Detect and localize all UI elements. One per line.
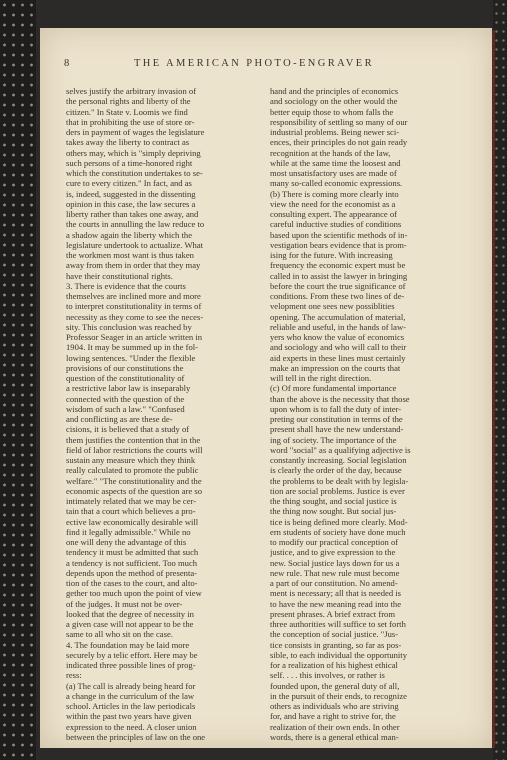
text-line: a part of our constitution. No amend-	[270, 578, 398, 588]
text-line: welfare." "The constitutionality and the	[66, 475, 202, 486]
text-line: constantly increasing. Social legislation	[270, 455, 407, 465]
text-line: ing of society. The importance of the	[270, 434, 397, 445]
text-line: tion are social problems. Justice is ever	[270, 485, 405, 496]
text-line: for a realization of his highest ethical	[270, 660, 398, 670]
text-line: a restrictive labor law is inseparably	[66, 383, 191, 394]
text-line: a change in the curriculum of the law	[66, 690, 195, 701]
text-line: that in prohibiting the use of store or-	[66, 116, 195, 127]
text-line: the thing sought, and social justice is	[270, 496, 397, 506]
text-line: ern students of society have done much	[270, 526, 406, 537]
text-line: such persons of a time-honored right	[66, 157, 193, 168]
text-line: the workmen most want is thus taken	[66, 250, 194, 260]
page-number: 8	[64, 58, 70, 69]
text-line: vestigation bears evidence that is prom-	[270, 239, 407, 250]
text-line: necessity as they come to see the neces-	[66, 311, 204, 322]
text-line: responsibility of settling so many of our	[270, 116, 408, 127]
text-line: for, and have a right to strive for, the	[270, 711, 396, 722]
text-line: cure to every citizen." In fact, and as	[66, 178, 192, 189]
text-line: gether too much upon the point of view	[66, 588, 202, 599]
text-line: within the past two years have given	[66, 711, 192, 722]
text-line: hand and the principles of economics	[270, 86, 399, 96]
text-line: the personal rights and liberty of the	[66, 96, 191, 107]
text-line: find it legally admissible." While no	[66, 526, 191, 537]
text-line: than the above is the necessity that those	[270, 393, 410, 404]
text-line: indicated three possible lines of prog-	[66, 660, 196, 670]
text-line: will tell in the right direction.	[270, 373, 372, 383]
text-line: (c) Of more fundamental importance	[270, 383, 397, 394]
text-line: a shadow again the liberty which the	[66, 229, 193, 240]
text-line: school. Articles in the law periodicals	[66, 701, 196, 711]
text-line: securely by a telic effort. Here may be	[66, 649, 198, 660]
text-line: really calculated to promote the public	[66, 465, 199, 476]
text-line: three authorities will suffice to set forth	[270, 619, 406, 629]
text-line: sity. This conclusion was reached by	[66, 321, 192, 332]
text-line: wisdom of such a law." "Confused	[66, 403, 185, 414]
text-line: question of the constitutionality of	[66, 373, 185, 383]
text-line: word "social" as a qualifying adjective is	[270, 444, 411, 455]
text-line: legislature undertook to actualize. What	[66, 239, 204, 250]
text-line: ders in payment of wages the legislature	[66, 127, 205, 137]
text-line: new rule. That new rule must become	[270, 567, 400, 578]
text-line: takes away the liberty to contract as	[66, 137, 190, 148]
text-line: and sociology on the other would the	[270, 96, 398, 107]
text-line: ress:	[66, 670, 82, 681]
text-line: others as individuals who are striving	[270, 701, 399, 711]
text-line: the problems to be dealt with by legisla-	[270, 475, 409, 486]
text-line: one will deny the advantage of this	[66, 537, 187, 547]
text-line: of the judges. It must not be over-	[66, 598, 183, 609]
text-line: founded upon, the general duty of all,	[270, 680, 400, 691]
text-line: before the court the true significance of	[270, 280, 406, 291]
text-line: frequency the economic expert must be	[270, 260, 406, 271]
right-text-column	[270, 86, 458, 742]
text-line: selves justify the arbitrary invasion of	[66, 86, 197, 96]
text-line: (a) The call is already being heard for	[66, 680, 196, 691]
text-line: conditions. From these two lines of de-	[270, 291, 405, 301]
text-line: is clearly the order of the day, because	[270, 465, 402, 476]
text-line: same to all who sit on the case.	[66, 629, 173, 640]
text-line: words, there is a general ethical man-	[270, 731, 399, 742]
text-line: tice consists in granting, so far as pos-	[270, 639, 402, 650]
text-line: opening. The accumulation of material,	[270, 311, 406, 322]
text-line: based upon the scientific methods of in-	[270, 229, 408, 240]
text-line: industrial problems. Being newer sci-	[270, 127, 400, 137]
text-line: aid experts in these lines must certainly	[270, 352, 406, 363]
text-line: make an impression on the courts that	[270, 362, 401, 373]
text-line: realization of their own ends. In other	[270, 721, 400, 732]
text-line: most unsatisfactory uses are made of	[270, 168, 397, 178]
text-line: looked that the degree of necessity in	[66, 608, 194, 619]
text-line: tion of the cases to the court, and alto-	[66, 578, 198, 588]
text-line: recognition at the hands of the law,	[270, 147, 391, 158]
text-line: the conception of social justice. "Jus-	[270, 629, 399, 640]
text-line: a given case will not appear to be the	[66, 619, 194, 629]
left-text-column	[66, 86, 254, 742]
text-line: intimately related that we may be cer-	[66, 496, 197, 506]
text-line: them justifies the contention that in the	[66, 434, 201, 445]
text-line: justice, and to give expression to the	[270, 547, 396, 558]
text-line: the thing now sought. But social jus-	[270, 506, 397, 517]
text-line: between the principles of law on the one	[66, 731, 206, 742]
text-line: to modify our practical conception of	[270, 537, 399, 547]
text-line: present shall have the new understand-	[270, 424, 404, 435]
text-line: liberty rather than takes one away, and	[66, 209, 199, 219]
text-line: sustain any measure which they think	[66, 455, 196, 465]
text-line: away from them in order that they may	[66, 260, 201, 271]
text-line: upon whom is to fall the duty of inter-	[270, 403, 402, 414]
text-line: sible, to each individual the opportunity	[270, 649, 407, 660]
text-line: and conflicting as are these de-	[66, 414, 173, 424]
text-line: field of labor restrictions the courts will	[66, 444, 203, 455]
page-header	[64, 58, 444, 72]
text-line: to interpret constitutionality in terms of	[66, 301, 202, 312]
text-line: preting our constitution in terms of the	[270, 414, 403, 424]
text-line: citizen." In State v. Loomis we find	[66, 106, 188, 117]
text-line: tendency it must be admitted that such	[66, 547, 199, 558]
text-line: the courts in annulling the law reduce to	[66, 219, 205, 230]
text-line: consulting expert. The appearance of	[270, 209, 398, 219]
text-line: expression to the need. A closer union	[66, 721, 197, 732]
text-line: called in to assist the lawyer in bringing	[270, 270, 408, 281]
text-line: present phrases. A brief extract from	[270, 608, 396, 619]
text-line: while at the same time the loosest and	[270, 157, 401, 168]
text-line: economic aspects of the question are so	[66, 485, 203, 496]
text-line: yers who know the value of economics	[270, 332, 405, 342]
text-line: ective law economically desirable will	[66, 516, 199, 527]
text-line: a tendency is not sufficient. Too much	[66, 557, 198, 568]
text-line: new. Social justice lays down for us a	[270, 557, 400, 568]
text-line: tice is being defined more clearly. Mod-	[270, 516, 408, 527]
text-line: opinion in this case, the law secures a	[66, 198, 196, 209]
text-line: velopment one sees new possiblities	[270, 301, 395, 312]
text-line: ment is necessary; all that is needed is	[270, 588, 402, 599]
book-binding-right	[493, 0, 507, 760]
text-line: lowing sentences. "Under the flexible	[66, 352, 196, 363]
text-line: self. . . . this involves, or rather is	[270, 670, 385, 681]
text-line: 1904. It may be summed up in the fol-	[66, 342, 198, 353]
text-line: reliable and useful, in the hands of law-	[270, 321, 407, 332]
text-line: cisions, it is believed that a study of	[66, 424, 190, 435]
text-line: tain that a court which believes a pro-	[66, 506, 196, 517]
text-line: careful inductive studies of conditions	[270, 219, 402, 230]
text-line: many so-called economic expressions.	[270, 178, 403, 189]
text-line: have their constitutional rights.	[66, 270, 173, 281]
text-line: 4. The foundation may be laid more	[66, 639, 190, 650]
text-line: provisions of our constitutions the	[66, 362, 184, 373]
text-line: themselves are inclined more and more	[66, 291, 201, 301]
text-line: to have the new meaning read into the	[270, 598, 402, 609]
text-line: Professor Seager in an article written in	[66, 332, 203, 342]
text-line: others may, which is "simply depriving	[66, 147, 201, 158]
book-binding-left	[0, 0, 36, 760]
running-head: THE AMERICAN PHOTO-ENGRAVER	[133, 58, 374, 69]
text-line: (b) There is coming more clearly into	[270, 188, 399, 199]
text-line: in the pursuit of their ends, to recognize	[270, 690, 407, 701]
text-line: view the need for the economist as a	[270, 198, 396, 209]
text-line: ising for the future. With increasing	[270, 250, 393, 260]
text-line: is, indeed, suggested in the dissenting	[66, 188, 196, 199]
text-line: which the constitution undertakes to se-	[66, 168, 203, 178]
text-line: depends upon the method of presenta-	[66, 567, 198, 578]
text-line: 3. There is evidence that the courts	[66, 280, 186, 291]
text-line: ences, their principles do not gain ready	[270, 137, 408, 148]
text-line: better equip those to whom falls the	[270, 106, 394, 117]
text-line: and sociology and who will call to their	[270, 342, 407, 353]
text-line: connected with the question of the	[66, 393, 185, 404]
